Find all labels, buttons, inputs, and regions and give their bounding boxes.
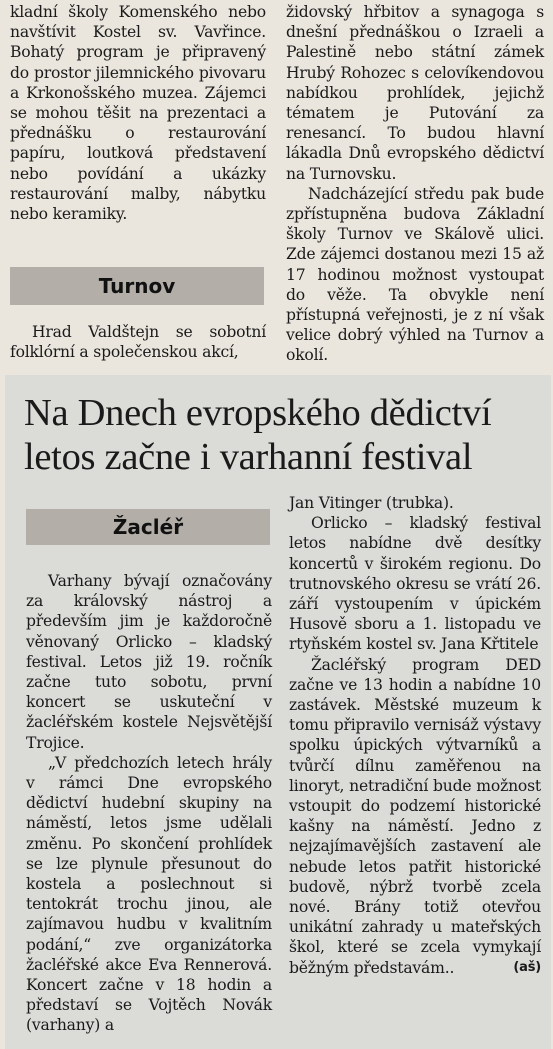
headline bbox=[24, 391, 544, 479]
paragraph: židovský hřbitov a synagoga s dnešní přednáškou o Izraeli a Palestině nebo státní zámek Hrubý Rohozec s celovíkendovou nabídkou prohlídek, jejichž tématem je Putování za renesancí. To budou hlavní lákadla Dnů evropského dědictví na Turnovsku. bbox=[286, 3, 544, 183]
headline-line-2: letos začne i varhanní festival bbox=[24, 436, 473, 478]
paragraph: kladní školy Komenského nebo navštívit Kostel sv. Vavřince. Bohatý program je připravený do prostor jilemnického pivovaru a Krkonošského muzea. Zájemci se mohou těšit na prezentaci a přednášku o restaurování papíru, loutková představení nebo povídání a ukázky restaurování malby, nábytku nebo keramiky. bbox=[10, 3, 266, 224]
paragraph-text: Žacléřský program DED začne ve 13 hodin a nabídne 10 zastávek. Městské muzeum k tomu připravilo vernisáž výstavy spolku úpických výtvarníků a tvůrčí dílnu zaměřenou na linoryt, netradiční bude možnost vstoupit do podzemí historické kašny na náměstí. Jedno z nejzajímavějších zastavení ale nebude letos patřit historické budově, nýbrž tvorbě zcela nové. Brány totiž otevřou unikátní zahrady u mateřských škol, které se zcela vymykají běžným představám.. bbox=[289, 655, 541, 977]
paragraph: Varhany bývají označovány za královský nástroj a především jim je každoročně věnovaný Orlicko – kladský festival. Letos již 19. ročník začne tuto sobotu, první koncert se uskuteční v žacléřském kostele Nejsvětější Trojice. bbox=[26, 572, 272, 752]
section-label-text: Žacléř bbox=[112, 515, 184, 539]
paragraph-continuation: Jan Vitinger (trubka). bbox=[289, 494, 454, 512]
article-left-column bbox=[26, 571, 272, 1036]
section-label-zacler bbox=[26, 509, 270, 545]
author-signature: (aš) bbox=[513, 959, 541, 975]
article-right-column bbox=[289, 493, 541, 978]
paragraph bbox=[289, 655, 541, 978]
section-label-turnov bbox=[10, 267, 264, 305]
paragraph: „V předchozích letech hrály v rámci Dne evropského dědictví hudební skupiny na náměstí, letos jsme udělali změnu. Po skončení prohlídek se lze plynule přesunout do kostela a poslechnout si tentokrát trochu jinou, ale zajímavou hudbu v kvalitním podání,“ zve organizátorka žacléřské akce Eva Rennerová. Koncert začne v 18 hodin a představí se Vojtěch Novák (varhany) a bbox=[26, 753, 272, 1035]
headline-line-1: Na Dnech evropského dědictví bbox=[24, 392, 492, 434]
paragraph: Orlicko – kladský festival letos nabídne dvě desítky koncertů v širokém regionu. Do trutnovského okresu se vrátí 26. září vystoupením v úpickém Husově sboru a 1. listopadu ve rtyňském kostel sv. Jana Křtitele bbox=[289, 514, 541, 654]
paragraph: Hrad Valdštejn se sobotní folklórní a společenskou akcí, bbox=[10, 323, 266, 362]
paragraph: Nadcházející středu pak bude zpřístupněna budova Základní školy Turnov ve Skálově ulici. Zde zájemci dostanou mezi 15 až 17 hodinou možnost vystoupat do věže. Ta obvykle není přístupná veřejnosti, je z ní však velice dobrý výhled na Turnov a okolí. bbox=[286, 184, 544, 365]
top-right-column bbox=[286, 2, 544, 366]
turnov-column bbox=[10, 322, 266, 362]
top-left-column bbox=[10, 2, 266, 224]
section-label-text: Turnov bbox=[98, 274, 176, 298]
